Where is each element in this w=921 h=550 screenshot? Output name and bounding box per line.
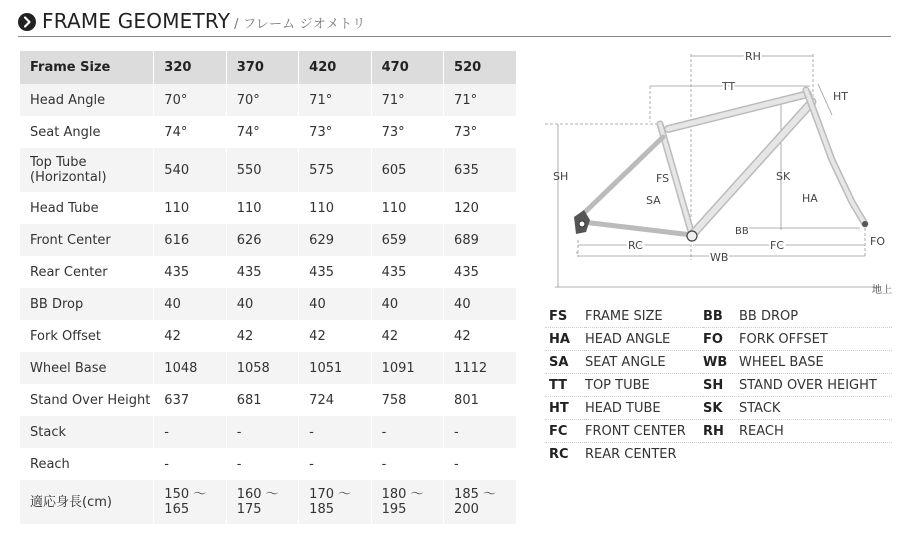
legend-abbr: HA: [545, 328, 585, 351]
table-cell: -: [299, 416, 371, 448]
table-row: [20, 148, 516, 192]
table-cell: 110: [226, 192, 298, 224]
header-size: 370: [226, 51, 298, 84]
header-size: 320: [154, 51, 226, 84]
legend-name: HEAD TUBE: [585, 397, 703, 420]
table-cell: 185 ～ 200: [444, 480, 516, 524]
header-size: 470: [371, 51, 443, 84]
label-ha: HA: [802, 192, 818, 205]
label-rc: RC: [628, 239, 643, 252]
table-row: [20, 320, 516, 352]
legend-name: TOP TUBE: [585, 374, 703, 397]
row-label: Rear Center: [20, 256, 154, 288]
table-cell: 110: [371, 192, 443, 224]
row-label: Stack: [20, 416, 154, 448]
chain-stay: [583, 222, 692, 235]
legend-name: WHEEL BASE: [739, 351, 892, 374]
table-cell: 550: [226, 148, 298, 192]
legend-abbr: FO: [703, 328, 739, 351]
geometry-table: [20, 51, 516, 524]
table-cell: 435: [444, 256, 516, 288]
label-fo: FO: [870, 235, 885, 248]
row-label: Head Tube: [20, 192, 154, 224]
table-cell: -: [299, 448, 371, 480]
legend-row: [545, 328, 892, 351]
legend-row: [545, 420, 892, 443]
label-sk: SK: [776, 170, 791, 183]
row-label: Fork Offset: [20, 320, 154, 352]
legend-name: STACK: [739, 397, 892, 420]
table-cell: 42: [299, 320, 371, 352]
table-cell: 120: [444, 192, 516, 224]
table-cell: 170 ～ 185: [299, 480, 371, 524]
table-cell: 1112: [444, 352, 516, 384]
table-cell: 689: [444, 224, 516, 256]
table-cell: -: [371, 416, 443, 448]
label-fc: FC: [770, 239, 785, 252]
legend-name: BB DROP: [739, 305, 892, 328]
table-cell: 575: [299, 148, 371, 192]
title-text: FRAME GEOMETRY: [42, 9, 231, 33]
legend-name: [739, 443, 892, 466]
table-cell: 74°: [226, 116, 298, 148]
table-cell: -: [226, 416, 298, 448]
table-cell: 40: [371, 288, 443, 320]
frame-diagram: [540, 42, 895, 297]
label-sh: SH: [553, 170, 569, 183]
table-cell: 1091: [371, 352, 443, 384]
table-cell: 40: [154, 288, 226, 320]
table-row: [20, 224, 516, 256]
header-size: 420: [299, 51, 371, 84]
table-cell: 150 ～ 165: [154, 480, 226, 524]
legend-row: [545, 443, 892, 466]
table-cell: 435: [371, 256, 443, 288]
table-cell: 70°: [154, 84, 226, 116]
table-cell: 73°: [299, 116, 371, 148]
table-cell: 616: [154, 224, 226, 256]
label-ht: HT: [833, 90, 848, 103]
table-cell: 40: [444, 288, 516, 320]
abbreviation-legend: [545, 305, 892, 465]
table-cell: 1051: [299, 352, 371, 384]
legend-name: REAR CENTER: [585, 446, 677, 462]
table-cell: 758: [371, 384, 443, 416]
table-cell: 435: [299, 256, 371, 288]
bike-frame: [574, 90, 868, 241]
table-body: [20, 84, 516, 524]
table-cell: 180 ～ 195: [371, 480, 443, 524]
legend-abbr: WB: [703, 351, 739, 374]
table-cell: 71°: [371, 84, 443, 116]
table-cell: 110: [299, 192, 371, 224]
rear-axle: [579, 221, 585, 227]
row-label: Top Tube (Horizontal): [20, 148, 154, 192]
legend-abbr: SA: [545, 351, 585, 374]
label-tt: TT: [722, 80, 736, 93]
row-label: Seat Angle: [20, 116, 154, 148]
table-cell: 71°: [444, 84, 516, 116]
table-cell: -: [444, 416, 516, 448]
row-label: Head Angle: [20, 84, 154, 116]
table-cell: -: [154, 416, 226, 448]
table-cell: 40: [226, 288, 298, 320]
table-row: [20, 480, 516, 524]
table-header-row: [20, 51, 516, 84]
front-axle: [862, 221, 868, 227]
page-subtitle: / フレーム ジオメトリ: [234, 17, 366, 32]
table-cell: 540: [154, 148, 226, 192]
legend-abbr: SK: [703, 397, 739, 420]
page-title: [42, 9, 366, 33]
table-cell: 110: [154, 192, 226, 224]
table-cell: -: [154, 448, 226, 480]
section-header: [18, 8, 891, 37]
table-cell: 71°: [299, 84, 371, 116]
label-wb: WB: [710, 251, 729, 264]
table-row: [20, 192, 516, 224]
table-cell: 42: [154, 320, 226, 352]
row-label: Reach: [20, 448, 154, 480]
table-cell: 435: [154, 256, 226, 288]
table-cell: 42: [371, 320, 443, 352]
table-row: [20, 256, 516, 288]
legend-name: FORK OFFSET: [739, 328, 892, 351]
table-cell: 681: [226, 384, 298, 416]
legend-abbr: BB: [703, 305, 739, 328]
table-row: [20, 84, 516, 116]
table-cell: 435: [226, 256, 298, 288]
table-cell: 1048: [154, 352, 226, 384]
row-label: Stand Over Height: [20, 384, 154, 416]
table-cell: 659: [371, 224, 443, 256]
legend-name: STAND OVER HEIGHT: [739, 374, 892, 397]
row-label: BB Drop: [20, 288, 154, 320]
legend-abbr: FC: [545, 420, 585, 443]
legend-abbr: RC: [549, 446, 569, 462]
table-cell: 629: [299, 224, 371, 256]
bb-shell: [687, 231, 697, 241]
row-label: 適応身長(cm): [20, 480, 154, 524]
legend-name: SEAT ANGLE: [585, 351, 703, 374]
chevron-right-circle-icon: [18, 13, 36, 31]
table-cell: 635: [444, 148, 516, 192]
legend-abbr: [703, 443, 739, 466]
legend-abbr: SH: [703, 374, 739, 397]
legend-name: REACH: [739, 420, 892, 443]
legend-name: FRONT CENTER: [585, 420, 703, 443]
legend-abbr: TT: [545, 374, 585, 397]
legend-abbr: RH: [703, 420, 739, 443]
table-cell: 626: [226, 224, 298, 256]
table-cell: -: [444, 448, 516, 480]
table-cell: 73°: [371, 116, 443, 148]
legend-row: [545, 305, 892, 328]
label-ground: 地上: [872, 285, 892, 296]
legend-row: [545, 351, 892, 374]
table-cell: 724: [299, 384, 371, 416]
table-cell: -: [371, 448, 443, 480]
legend-row: [545, 397, 892, 420]
legend-row: [545, 374, 892, 397]
legend-abbr: HT: [545, 397, 585, 420]
table-row: [20, 384, 516, 416]
row-label: Wheel Base: [20, 352, 154, 384]
table-row: [20, 448, 516, 480]
table-cell: 801: [444, 384, 516, 416]
header-frame-size: Frame Size: [20, 51, 154, 84]
table-row: [20, 352, 516, 384]
legend-name: HEAD ANGLE: [585, 328, 703, 351]
table-cell: 42: [444, 320, 516, 352]
table-cell: -: [226, 448, 298, 480]
ht-line: [818, 84, 832, 115]
label-rh: RH: [745, 50, 761, 63]
legend-name: FRAME SIZE: [585, 305, 703, 328]
table-cell: 637: [154, 384, 226, 416]
legend-abbr: FS: [545, 305, 585, 328]
label-fs: FS: [656, 172, 670, 185]
table-cell: 74°: [154, 116, 226, 148]
table-cell: 40: [299, 288, 371, 320]
table-cell: 160 ～ 175: [226, 480, 298, 524]
table-row: [20, 116, 516, 148]
table-cell: 73°: [444, 116, 516, 148]
table-cell: 1058: [226, 352, 298, 384]
table-cell: 42: [226, 320, 298, 352]
label-bb: BB: [735, 226, 749, 237]
legend-body: [545, 305, 892, 465]
table-cell: 605: [371, 148, 443, 192]
table-cell: 70°: [226, 84, 298, 116]
header-size: 520: [444, 51, 516, 84]
row-label: Front Center: [20, 224, 154, 256]
table-row: [20, 288, 516, 320]
label-sa: SA: [646, 194, 661, 207]
table-row: [20, 416, 516, 448]
